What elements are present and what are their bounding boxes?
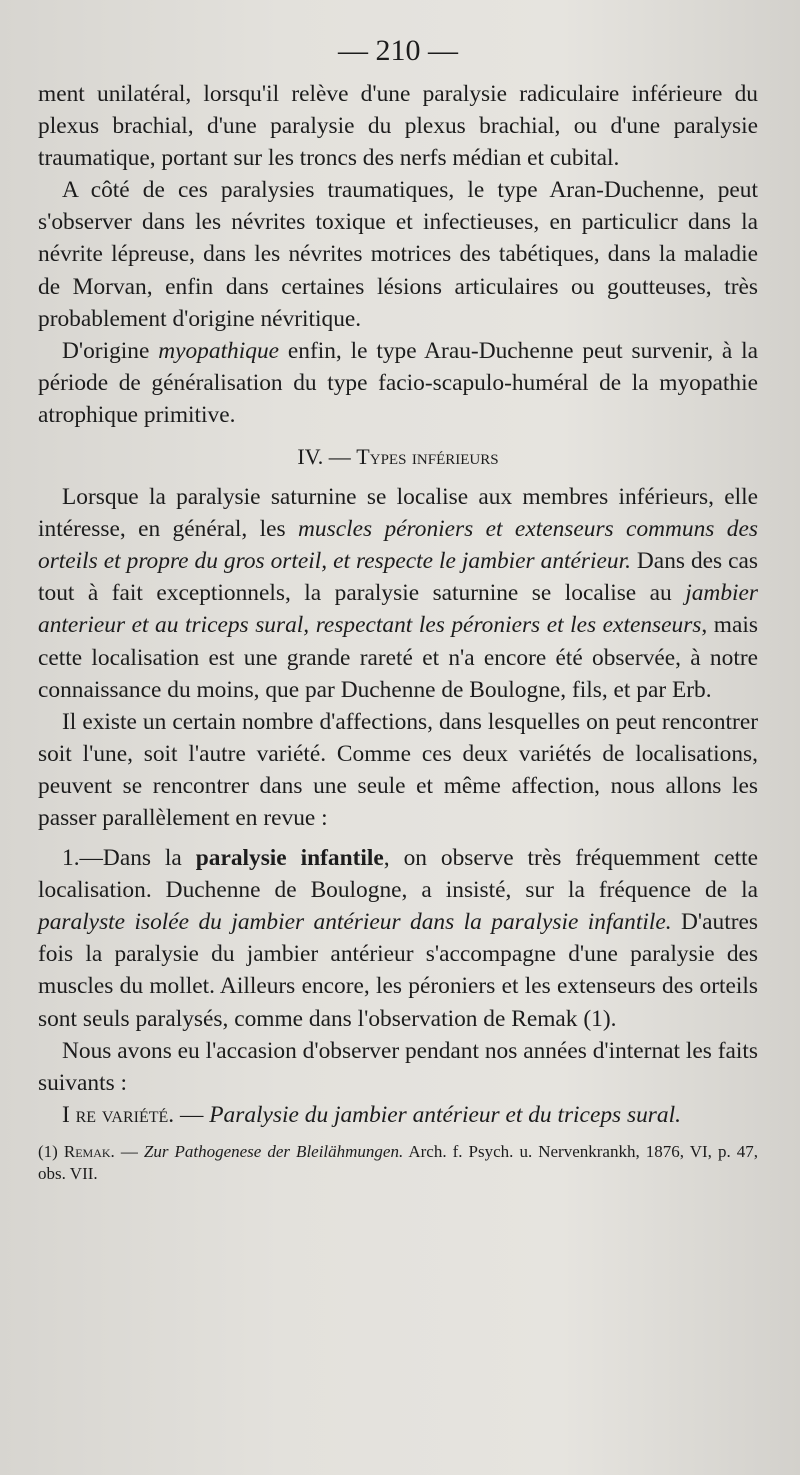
paragraph-7: Nous avons eu l'accasion d'observer pendant nos années d'internat les faits suivants : — [38, 1037, 758, 1096]
text-run: Lorsque la paralysie saturnine se localise aux membres inférieurs, elle intéresse, en général, les — [38, 484, 758, 543]
page-number: — 210 — — [338, 34, 458, 67]
section-title: Types inférieurs — [356, 444, 499, 470]
paragraph-8 — [38, 1099, 758, 1131]
variety-label: I re variété. — [62, 1101, 175, 1128]
text-run: Dans des cas tout à fait exceptionnels, la paralysie saturnine se localise au — [38, 548, 758, 607]
emphasis-text: jambier anterieur et au triceps sural, respectant les péroniers et les extenseurs — [38, 580, 758, 639]
paragraph-5: Il existe un certain nombre d'affections, dans lesquelles on peut rencontrer soit l'une, soit l'autre variété. Comme ces deux variétés de localisations, peuvent se rencontrer dans une seule et même affection, nous allons les passer parallèlement en revue : — [38, 708, 758, 831]
footnote — [38, 1141, 758, 1185]
emphasis-text: Paralysie du jambier antérieur et du triceps sural. — [209, 1101, 681, 1128]
emphasis-text: muscles péroniers et extenseurs communs des orteils et propre du gros orteil, et respecte le jambier antérieur. — [38, 516, 758, 575]
text-run: enfin, le type Arau-Duchenne peut survenir, à la période de généralisation du type facio-scapulo-huméral de la myopathie atrophique primitive. — [38, 337, 758, 428]
footnote-author: Remak — [63, 1141, 111, 1161]
text-run: D'autres fois la paralysie du jambier antérieur s'accompagne d'une paralysie des muscles du mollet. Ailleurs encore, les péroniers et les extenseurs des orteils sont seuls paralysés, comme dans l'observation de Remak (1). — [38, 909, 758, 1032]
section-heading — [38, 442, 758, 472]
footnote-reference: Arch. f. Psych. u. Nervenkrankh, 1876, VI, p. 47, obs. VII. — [38, 1141, 758, 1183]
emphasis-text: myopathique — [158, 337, 280, 364]
paragraph-3 — [38, 335, 758, 431]
bold-term: paralysie infantile — [195, 845, 384, 872]
text-run: , on observe très fréquemment cette localisation. Duchenne de Boulogne, a insisté, sur la fréquence de la — [38, 845, 758, 904]
footnote-title: Zur Pathogenese der Bleilähmungen. — [143, 1141, 404, 1161]
text-run: — — [174, 1101, 210, 1128]
item-number: 1.—Dans la — [62, 845, 196, 872]
text-run: D'origine — [62, 337, 159, 364]
paragraph-2: A côté de ces paralysies traumatiques, le type Aran-Duchenne, peut s'observer dans les névrites toxique et infectieuses, en particulicr dans la névrite lépreuse, dans les névrites motrices des tabétiques, dans la maladie de Morvan, enfin dans certaines lésions articulaires ou goutteuses, très probablement d'origine névritique. — [38, 177, 758, 332]
paragraph-6 — [38, 842, 758, 1035]
section-number: IV. — — [297, 444, 357, 470]
paragraph-1: ment unilatéral, lorsqu'il relève d'une paralysie radiculaire inférieure du plexus brachial, d'une paralysie du plexus brachial, ou d'une paralysie traumatique, portant sur les troncs des nerfs médian et cubital. — [38, 81, 758, 172]
emphasis-text: paralyste isolée du jambier antérieur dans la paralysie infantile. — [38, 909, 672, 936]
footnote-marker: (1) — [38, 1141, 64, 1161]
body-text — [38, 78, 758, 1131]
text-run: . — — [110, 1141, 144, 1161]
text-run: , mais cette localisation est une grande rareté et n'a encore été observée, à notre connaissance du moins, que par Duchenne de Boulogne, fils, et par Erb. — [38, 612, 758, 703]
paragraph-4 — [38, 481, 758, 706]
